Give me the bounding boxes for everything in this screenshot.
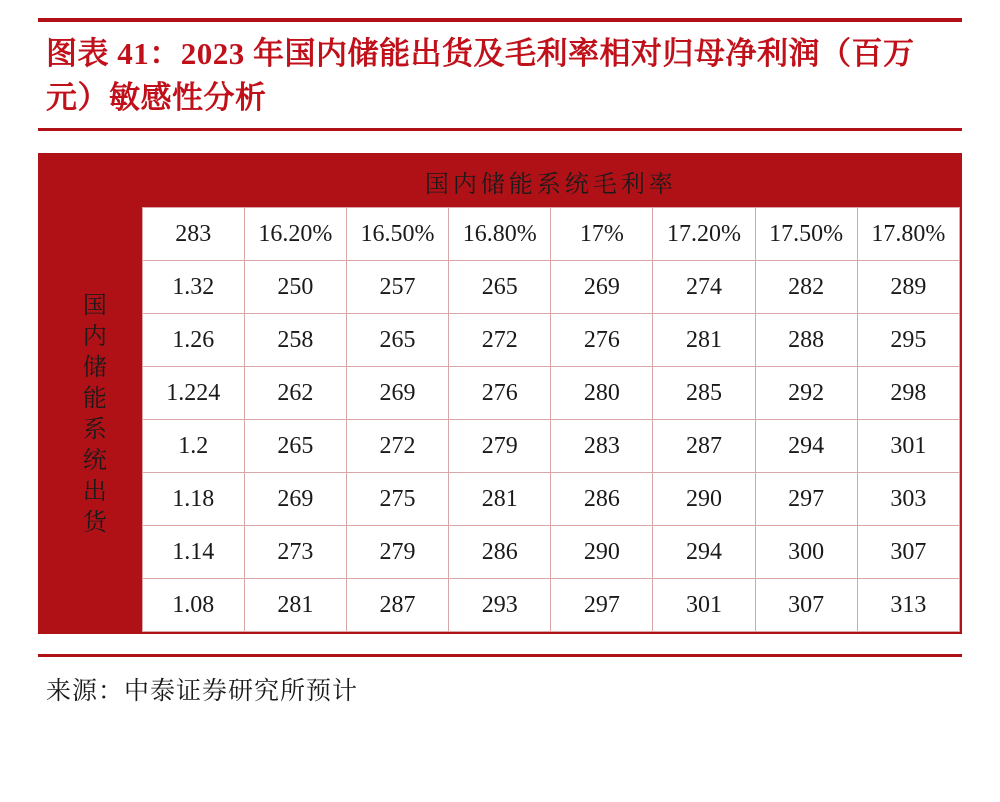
banner-corner-cell <box>40 155 142 208</box>
table-cell: 258 <box>244 314 346 367</box>
table-cell: 281 <box>449 473 551 526</box>
page-title: 图表 41：2023 年国内储能出货及毛利率相对归母净利润（百万元）敏感性分析 <box>46 36 915 116</box>
table-cell: 275 <box>346 473 448 526</box>
table-row <box>40 420 960 473</box>
table-cell: 250 <box>244 261 346 314</box>
table-cell: 290 <box>551 526 653 579</box>
table-cell: 301 <box>653 579 755 632</box>
table-cell: 288 <box>755 314 857 367</box>
column-header: 17% <box>551 208 653 261</box>
row-header: 1.18 <box>142 473 244 526</box>
table-cell: 300 <box>755 526 857 579</box>
table-cell: 290 <box>653 473 755 526</box>
table-body <box>40 155 960 632</box>
table-cell: 293 <box>449 579 551 632</box>
table-cell: 313 <box>857 579 959 632</box>
table-cell: 292 <box>755 367 857 420</box>
table-cell: 265 <box>449 261 551 314</box>
table-cell: 276 <box>449 367 551 420</box>
table-cell: 285 <box>653 367 755 420</box>
table-cell: 273 <box>244 526 346 579</box>
row-header: 1.2 <box>142 420 244 473</box>
table-header-row <box>40 208 960 261</box>
row-header: 1.08 <box>142 579 244 632</box>
table-cell: 286 <box>449 526 551 579</box>
table-cell: 283 <box>551 420 653 473</box>
table-cell: 297 <box>551 579 653 632</box>
table-row <box>40 579 960 632</box>
table-cell: 282 <box>755 261 857 314</box>
table-cell: 295 <box>857 314 959 367</box>
table-cell: 294 <box>653 526 755 579</box>
source-note: 来源：中泰证券研究所预计 <box>46 678 359 706</box>
table-cell: 307 <box>755 579 857 632</box>
row-header: 1.224 <box>142 367 244 420</box>
column-header: 16.50% <box>346 208 448 261</box>
table-row <box>40 261 960 314</box>
table-cell: 281 <box>653 314 755 367</box>
table-cell: 265 <box>346 314 448 367</box>
table-cell: 262 <box>244 367 346 420</box>
table-cell: 279 <box>346 526 448 579</box>
sensitivity-table-container <box>38 153 962 634</box>
table-cell: 287 <box>653 420 755 473</box>
table-cell: 307 <box>857 526 959 579</box>
table-cell: 289 <box>857 261 959 314</box>
row-axis-label <box>40 208 142 632</box>
column-header: 17.20% <box>653 208 755 261</box>
corner-base-value: 283 <box>142 208 244 261</box>
table-cell: 269 <box>551 261 653 314</box>
table-cell: 287 <box>346 579 448 632</box>
table-cell: 298 <box>857 367 959 420</box>
table-cell: 269 <box>346 367 448 420</box>
column-header: 16.20% <box>244 208 346 261</box>
table-row <box>40 526 960 579</box>
table-cell: 301 <box>857 420 959 473</box>
table-cell: 265 <box>244 420 346 473</box>
row-header: 1.26 <box>142 314 244 367</box>
row-axis-label-text: 国内储能系统出货 <box>78 292 105 541</box>
table-row <box>40 314 960 367</box>
table-cell: 279 <box>449 420 551 473</box>
table-banner-row <box>40 155 960 208</box>
column-header: 16.80% <box>449 208 551 261</box>
title-bottom-divider <box>38 128 962 131</box>
table-cell: 303 <box>857 473 959 526</box>
table-cell: 272 <box>449 314 551 367</box>
table-cell: 276 <box>551 314 653 367</box>
table-cell: 274 <box>653 261 755 314</box>
table-cell: 272 <box>346 420 448 473</box>
table-cell: 286 <box>551 473 653 526</box>
sensitivity-table <box>40 155 960 632</box>
table-cell: 294 <box>755 420 857 473</box>
column-header: 17.50% <box>755 208 857 261</box>
row-header: 1.14 <box>142 526 244 579</box>
exhibit-page <box>0 18 1000 802</box>
table-cell: 297 <box>755 473 857 526</box>
table-row <box>40 473 960 526</box>
table-cell: 281 <box>244 579 346 632</box>
column-header: 17.80% <box>857 208 959 261</box>
row-header: 1.32 <box>142 261 244 314</box>
table-cell: 269 <box>244 473 346 526</box>
table-row <box>40 367 960 420</box>
table-cell: 257 <box>346 261 448 314</box>
column-axis-label: 国内储能系统毛利率 <box>142 155 959 208</box>
table-cell: 280 <box>551 367 653 420</box>
